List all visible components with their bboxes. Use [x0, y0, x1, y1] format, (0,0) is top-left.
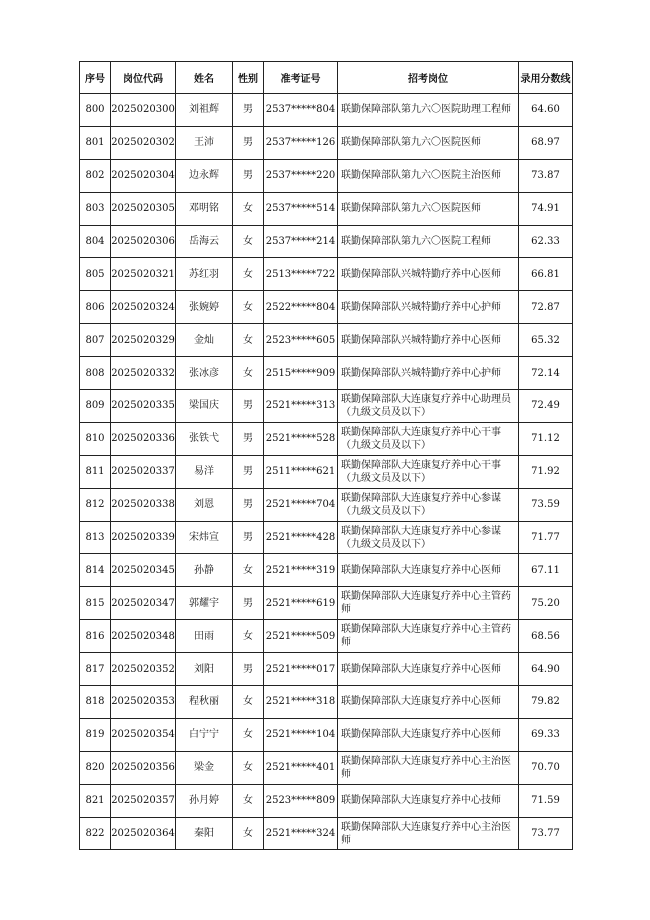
cell-post-code: 2025020336 — [111, 422, 176, 455]
cell-exam-number: 2537*****804 — [264, 94, 338, 127]
table-row — [80, 291, 573, 324]
table-row — [80, 357, 573, 390]
header-name: 姓名 — [176, 62, 233, 94]
table-row — [80, 653, 573, 686]
cell-gender: 女 — [233, 751, 264, 784]
table-row — [80, 422, 573, 455]
table-row — [80, 126, 573, 159]
cell-name: 苏红羽 — [176, 258, 233, 291]
cell-index: 806 — [80, 291, 111, 324]
cell-name: 金灿 — [176, 324, 233, 357]
cell-index: 819 — [80, 718, 111, 751]
cell-exam-number: 2521*****428 — [264, 521, 338, 554]
cell-position: 联勤保障部队大连康复疗养中心参谋（九级文员及以下） — [338, 488, 519, 521]
cell-post-code: 2025020305 — [111, 192, 176, 225]
cell-gender: 女 — [233, 620, 264, 653]
cell-position: 联勤保障部队大连康复疗养中心主治医师 — [338, 751, 519, 784]
cell-post-code: 2025020353 — [111, 686, 176, 719]
cell-post-code: 2025020300 — [111, 94, 176, 127]
table-row — [80, 488, 573, 521]
table-row — [80, 718, 573, 751]
cell-position: 联勤保障部队大连康复疗养中心医师 — [338, 653, 519, 686]
cell-exam-number: 2523*****605 — [264, 324, 338, 357]
table-row — [80, 94, 573, 127]
cell-gender: 女 — [233, 225, 264, 258]
cell-score: 64.60 — [519, 94, 573, 127]
cell-index: 816 — [80, 620, 111, 653]
cell-post-code: 2025020356 — [111, 751, 176, 784]
results-table — [79, 61, 573, 850]
table-row — [80, 620, 573, 653]
cell-score: 65.32 — [519, 324, 573, 357]
cell-exam-number: 2521*****318 — [264, 686, 338, 719]
header-gender: 性别 — [233, 62, 264, 94]
table-row — [80, 192, 573, 225]
cell-index: 821 — [80, 784, 111, 817]
cell-name: 程秋丽 — [176, 686, 233, 719]
cell-exam-number: 2537*****220 — [264, 159, 338, 192]
table-row — [80, 521, 573, 554]
cell-score: 71.12 — [519, 422, 573, 455]
cell-score: 72.49 — [519, 390, 573, 423]
header-post-code: 岗位代码 — [111, 62, 176, 94]
table-row — [80, 159, 573, 192]
cell-exam-number: 2521*****104 — [264, 718, 338, 751]
cell-exam-number: 2515*****909 — [264, 357, 338, 390]
cell-post-code: 2025020348 — [111, 620, 176, 653]
table-row — [80, 390, 573, 423]
cell-post-code: 2025020324 — [111, 291, 176, 324]
cell-position: 联勤保障部队大连康复疗养中心主治医师 — [338, 817, 519, 850]
cell-index: 817 — [80, 653, 111, 686]
cell-post-code: 2025020335 — [111, 390, 176, 423]
cell-gender: 男 — [233, 488, 264, 521]
cell-gender: 男 — [233, 653, 264, 686]
cell-gender: 女 — [233, 291, 264, 324]
cell-score: 62.33 — [519, 225, 573, 258]
cell-score: 75.20 — [519, 587, 573, 620]
cell-post-code: 2025020304 — [111, 159, 176, 192]
cell-exam-number: 2522*****804 — [264, 291, 338, 324]
cell-gender: 男 — [233, 126, 264, 159]
table-row — [80, 258, 573, 291]
header-position: 招考岗位 — [338, 62, 519, 94]
cell-position: 联勤保障部队大连康复疗养中心助理员（九级文员及以下） — [338, 390, 519, 423]
cell-name: 郭耀宇 — [176, 587, 233, 620]
cell-exam-number: 2521*****704 — [264, 488, 338, 521]
cell-exam-number: 2537*****214 — [264, 225, 338, 258]
cell-exam-number: 2513*****722 — [264, 258, 338, 291]
table-row — [80, 587, 573, 620]
cell-exam-number: 2521*****528 — [264, 422, 338, 455]
cell-name: 刘恩 — [176, 488, 233, 521]
cell-name: 边永辉 — [176, 159, 233, 192]
cell-name: 梁国庆 — [176, 390, 233, 423]
cell-position: 联勤保障部队大连康复疗养中心干事（九级文员及以下） — [338, 455, 519, 488]
cell-score: 72.87 — [519, 291, 573, 324]
table-row — [80, 554, 573, 587]
cell-gender: 女 — [233, 258, 264, 291]
cell-score: 66.81 — [519, 258, 573, 291]
cell-gender: 男 — [233, 587, 264, 620]
table-row — [80, 784, 573, 817]
cell-score: 73.59 — [519, 488, 573, 521]
cell-post-code: 2025020352 — [111, 653, 176, 686]
cell-exam-number: 2521*****319 — [264, 554, 338, 587]
table-row — [80, 225, 573, 258]
table-row — [80, 817, 573, 850]
table-row — [80, 751, 573, 784]
table-row — [80, 686, 573, 719]
cell-post-code: 2025020337 — [111, 455, 176, 488]
cell-post-code: 2025020364 — [111, 817, 176, 850]
cell-exam-number: 2537*****514 — [264, 192, 338, 225]
cell-exam-number: 2521*****313 — [264, 390, 338, 423]
cell-post-code: 2025020347 — [111, 587, 176, 620]
cell-index: 820 — [80, 751, 111, 784]
cell-score: 71.77 — [519, 521, 573, 554]
cell-index: 814 — [80, 554, 111, 587]
cell-score: 69.33 — [519, 718, 573, 751]
cell-gender: 男 — [233, 159, 264, 192]
cell-index: 808 — [80, 357, 111, 390]
header-index: 序号 — [80, 62, 111, 94]
cell-post-code: 2025020338 — [111, 488, 176, 521]
cell-index: 805 — [80, 258, 111, 291]
cell-index: 809 — [80, 390, 111, 423]
cell-exam-number: 2523*****809 — [264, 784, 338, 817]
cell-post-code: 2025020332 — [111, 357, 176, 390]
cell-position: 联勤保障部队大连康复疗养中心干事（九级文员及以下） — [338, 422, 519, 455]
cell-gender: 女 — [233, 357, 264, 390]
cell-index: 811 — [80, 455, 111, 488]
cell-name: 田雨 — [176, 620, 233, 653]
header-row — [80, 62, 573, 94]
cell-score: 73.87 — [519, 159, 573, 192]
cell-gender: 女 — [233, 718, 264, 751]
cell-position: 联勤保障部队兴城特勤疗养中心医师 — [338, 324, 519, 357]
cell-index: 807 — [80, 324, 111, 357]
cell-score: 68.97 — [519, 126, 573, 159]
cell-exam-number: 2537*****126 — [264, 126, 338, 159]
cell-name: 孙月婷 — [176, 784, 233, 817]
cell-index: 812 — [80, 488, 111, 521]
table-row — [80, 455, 573, 488]
cell-name: 秦阳 — [176, 817, 233, 850]
cell-name: 岳海云 — [176, 225, 233, 258]
cell-post-code: 2025020321 — [111, 258, 176, 291]
cell-exam-number: 2521*****401 — [264, 751, 338, 784]
cell-position: 联勤保障部队第九六〇医院工程师 — [338, 225, 519, 258]
cell-name: 张婉婷 — [176, 291, 233, 324]
cell-name: 宋炜宣 — [176, 521, 233, 554]
cell-post-code: 2025020329 — [111, 324, 176, 357]
cell-score: 70.70 — [519, 751, 573, 784]
cell-gender: 女 — [233, 192, 264, 225]
cell-index: 818 — [80, 686, 111, 719]
cell-name: 白宁宁 — [176, 718, 233, 751]
cell-index: 810 — [80, 422, 111, 455]
cell-gender: 女 — [233, 554, 264, 587]
cell-score: 73.77 — [519, 817, 573, 850]
cell-position: 联勤保障部队兴城特勤疗养中心护师 — [338, 357, 519, 390]
cell-position: 联勤保障部队大连康复疗养中心医师 — [338, 686, 519, 719]
cell-score: 79.82 — [519, 686, 573, 719]
cell-name: 易洋 — [176, 455, 233, 488]
cell-name: 邓明铭 — [176, 192, 233, 225]
cell-gender: 女 — [233, 686, 264, 719]
cell-score: 67.11 — [519, 554, 573, 587]
cell-position: 联勤保障部队第九六〇医院主治医师 — [338, 159, 519, 192]
cell-position: 联勤保障部队第九六〇医院医师 — [338, 192, 519, 225]
cell-index: 815 — [80, 587, 111, 620]
cell-position: 联勤保障部队大连康复疗养中心主管药师 — [338, 587, 519, 620]
cell-index: 813 — [80, 521, 111, 554]
cell-gender: 男 — [233, 521, 264, 554]
cell-name: 张铁弋 — [176, 422, 233, 455]
cell-score: 72.14 — [519, 357, 573, 390]
cell-post-code: 2025020354 — [111, 718, 176, 751]
cell-score: 64.90 — [519, 653, 573, 686]
header-score: 录用分数线 — [519, 62, 573, 94]
header-exam-number: 准考证号 — [264, 62, 338, 94]
cell-score: 71.92 — [519, 455, 573, 488]
cell-position: 联勤保障部队大连康复疗养中心主管药师 — [338, 620, 519, 653]
cell-position: 联勤保障部队第九六〇医院医师 — [338, 126, 519, 159]
cell-name: 刘阳 — [176, 653, 233, 686]
cell-post-code: 2025020339 — [111, 521, 176, 554]
cell-post-code: 2025020345 — [111, 554, 176, 587]
cell-position: 联勤保障部队大连康复疗养中心参谋（九级文员及以下） — [338, 521, 519, 554]
cell-gender: 女 — [233, 784, 264, 817]
cell-index: 801 — [80, 126, 111, 159]
cell-index: 804 — [80, 225, 111, 258]
cell-position: 联勤保障部队兴城特勤疗养中心医师 — [338, 258, 519, 291]
table-row — [80, 324, 573, 357]
cell-gender: 男 — [233, 422, 264, 455]
cell-post-code: 2025020302 — [111, 126, 176, 159]
cell-position: 联勤保障部队大连康复疗养中心医师 — [338, 718, 519, 751]
cell-name: 刘祖辉 — [176, 94, 233, 127]
cell-index: 800 — [80, 94, 111, 127]
cell-gender: 男 — [233, 94, 264, 127]
cell-gender: 女 — [233, 817, 264, 850]
cell-gender: 男 — [233, 455, 264, 488]
cell-name: 张冰彦 — [176, 357, 233, 390]
cell-exam-number: 2521*****017 — [264, 653, 338, 686]
cell-name: 王沛 — [176, 126, 233, 159]
cell-exam-number: 2521*****509 — [264, 620, 338, 653]
cell-name: 孙静 — [176, 554, 233, 587]
cell-gender: 男 — [233, 390, 264, 423]
cell-gender: 女 — [233, 324, 264, 357]
cell-position: 联勤保障部队大连康复疗养中心技师 — [338, 784, 519, 817]
cell-index: 803 — [80, 192, 111, 225]
cell-position: 联勤保障部队大连康复疗养中心医师 — [338, 554, 519, 587]
cell-index: 822 — [80, 817, 111, 850]
cell-index: 802 — [80, 159, 111, 192]
cell-exam-number: 2511*****621 — [264, 455, 338, 488]
cell-score: 74.91 — [519, 192, 573, 225]
cell-score: 68.56 — [519, 620, 573, 653]
cell-score: 71.59 — [519, 784, 573, 817]
cell-post-code: 2025020357 — [111, 784, 176, 817]
cell-name: 梁金 — [176, 751, 233, 784]
cell-position: 联勤保障部队第九六〇医院助理工程师 — [338, 94, 519, 127]
cell-position: 联勤保障部队兴城特勤疗养中心护师 — [338, 291, 519, 324]
cell-exam-number: 2521*****619 — [264, 587, 338, 620]
cell-post-code: 2025020306 — [111, 225, 176, 258]
cell-exam-number: 2521*****324 — [264, 817, 338, 850]
